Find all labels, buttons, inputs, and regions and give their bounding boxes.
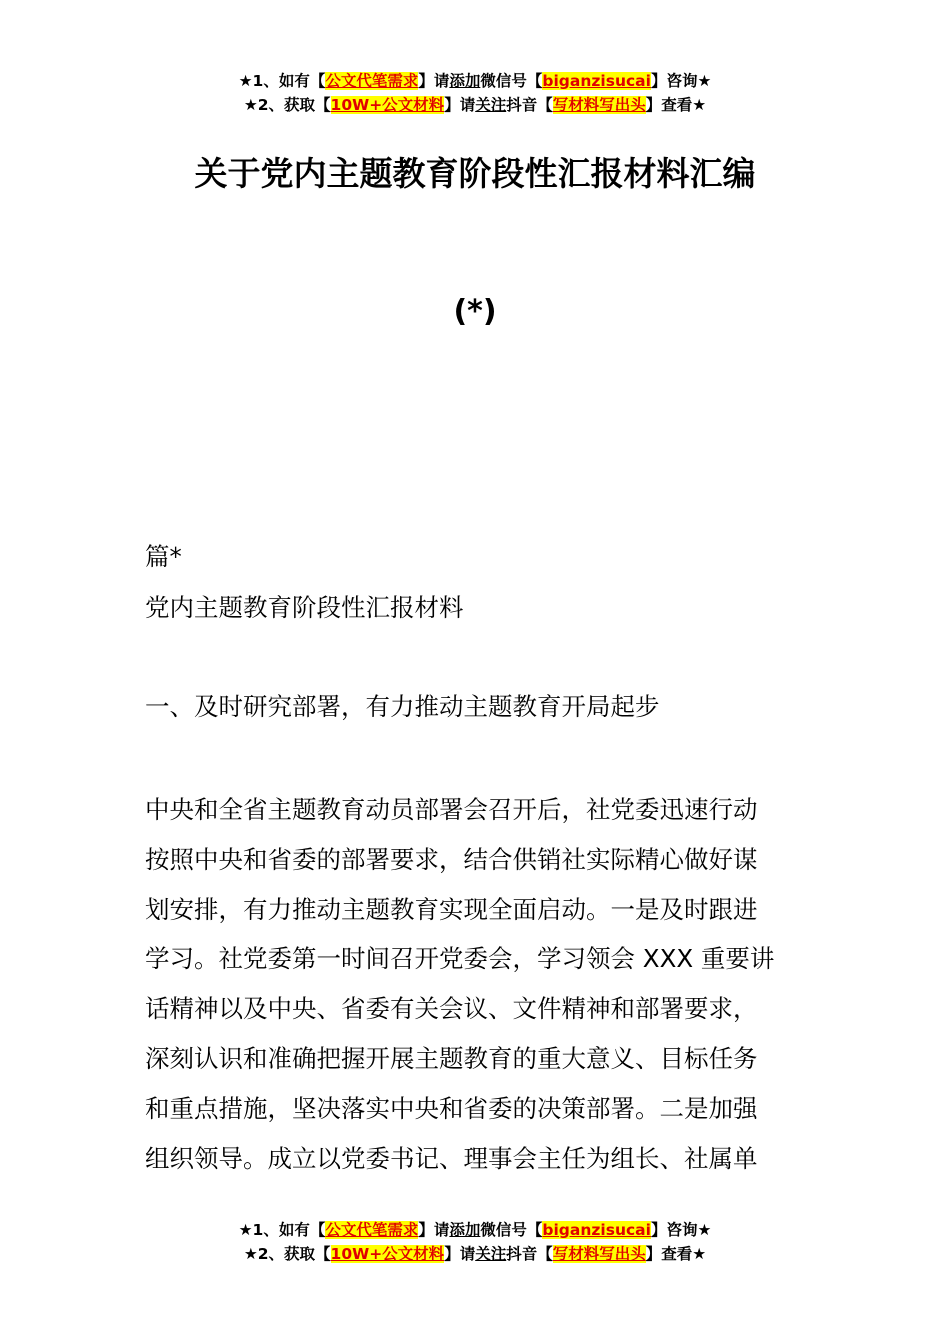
banner-text: 】咨询★ xyxy=(650,1221,712,1239)
paragraph-line: 学习。社党委第一时间召开党委会，学习领会 XXX 重要讲 xyxy=(145,944,775,974)
header-banner xyxy=(0,69,950,117)
paragraph-line: 组织领导。成立以党委书记、理事会主任为组长、社属单 xyxy=(145,1143,758,1173)
section-heading: 一、及时研究部署，有力推动主题教育开局起步 xyxy=(145,692,660,721)
banner-highlight: 10W+公文材料 xyxy=(330,96,445,114)
paragraph-line: 话精神以及中央、省委有关会议、文件精神和部署要求， xyxy=(145,994,758,1024)
section-label: 篇* xyxy=(145,542,182,571)
article-title: 党内主题教育阶段性汇报材料 xyxy=(145,593,464,622)
banner-text: ★2、获取【 xyxy=(243,1245,331,1263)
paragraph-line: 深刻认识和准确把握开展主题教育的重大意义、目标任务 xyxy=(145,1043,758,1073)
banner-highlight: 公文代笔需求 xyxy=(325,72,419,90)
banner-underlined: 添加 xyxy=(449,1221,481,1239)
banner-text: ★1、如有【 xyxy=(238,72,326,90)
banner-underlined: 关注 xyxy=(475,96,507,114)
banner-text: 微信号【 xyxy=(480,1221,543,1239)
document-title: 关于党内主题教育阶段性汇报材料汇编 xyxy=(194,154,756,193)
banner-text: ★2、获取【 xyxy=(243,96,331,114)
banner-underlined: 关注 xyxy=(475,1245,507,1263)
banner-line-1 xyxy=(0,1218,950,1242)
banner-underlined: 添加 xyxy=(449,72,481,90)
banner-line-2 xyxy=(0,93,950,117)
wechat-id: biganzisucai xyxy=(542,1221,651,1239)
body-paragraph xyxy=(145,785,774,1183)
douyin-id: 写材料写出头 xyxy=(552,1245,646,1263)
banner-text: 】请 xyxy=(444,96,476,114)
banner-text: 】请 xyxy=(418,72,450,90)
banner-text: 】查看★ xyxy=(645,1245,707,1263)
banner-text: 抖音【 xyxy=(506,1245,553,1263)
banner-text: 】请 xyxy=(418,1221,450,1239)
banner-highlight: 10W+公文材料 xyxy=(330,1245,445,1263)
banner-line-2 xyxy=(0,1242,950,1266)
banner-text: ★1、如有【 xyxy=(238,1221,326,1239)
banner-line-1 xyxy=(0,69,950,93)
paragraph-line: 和重点措施，坚决落实中央和省委的决策部署。二是加强 xyxy=(145,1093,758,1123)
paragraph-line: 中央和全省主题教育动员部署会召开后，社党委迅速行动 xyxy=(145,795,758,824)
banner-highlight: 公文代笔需求 xyxy=(325,1221,419,1239)
paragraph-line: 划安排，有力推动主题教育实现全面启动。一是及时跟进 xyxy=(145,894,758,924)
document-subtitle: (*) xyxy=(453,294,497,329)
banner-text: 】查看★ xyxy=(645,96,707,114)
wechat-id: biganzisucai xyxy=(542,72,651,90)
banner-text: 】咨询★ xyxy=(650,72,712,90)
banner-text: 微信号【 xyxy=(480,72,543,90)
banner-text: 抖音【 xyxy=(506,96,553,114)
paragraph-line: 按照中央和省委的部署要求，结合供销社实际精心做好谋 xyxy=(145,844,758,874)
douyin-id: 写材料写出头 xyxy=(552,96,646,114)
footer-banner xyxy=(0,1218,950,1266)
banner-text: 】请 xyxy=(444,1245,476,1263)
